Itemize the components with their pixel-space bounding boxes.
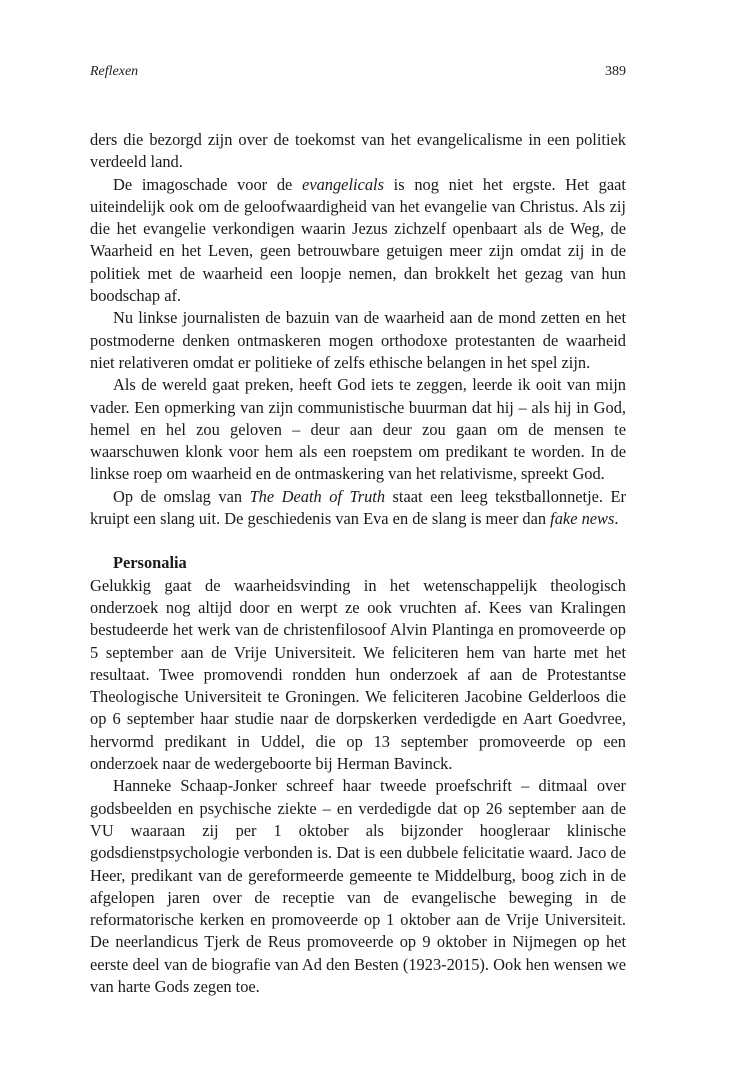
- section-heading: Personalia: [113, 553, 187, 573]
- paragraph: [90, 174, 626, 308]
- text-run: Als de wereld gaat preken, heeft God iets te zeggen, leerde ik ooit van mijn vader. Een opmerking van zijn communistische buurman dat hij – als hij in God, hemel en hel zou geloven – deur aan deur zou gaan om de mensen te waarschuwen klonk voor hem als een roepstem om predikant te worden. In de linkse roep om waarheid en de ontmaskering van het relativisme, spreekt God.: [90, 375, 626, 484]
- paragraph: Hanneke Schaap-Jonker schreef haar tweede proefschrift – ditmaal over godsbeelden en psychische ziekte – en verdedigde dat op 26 september aan de VU waaraan zij per 1 oktober als bijzonder hoogleraar klinische godsdienstpsychologie verbonden is. Dat is een dubbele felicitatie waard. Jaco de Heer, predikant van de gereformeerde gemeente te Middelburg, boog zich in de afgelopen jaren over de receptie van de evangelische beweging in de reformatorische kerken en promoveerde op 1 oktober aan de Vrije Universiteit. De neerlandicus Tjerk de Reus promoveerde op 9 oktober in Nijmegen op het eerste deel van de biografie van Ad den Besten (1923-2015). Ook hen wensen we van harte Gods zegen toe.: [90, 776, 626, 996]
- text-run: De imagoschade voor de: [113, 174, 303, 194]
- paragraph-continuation: [90, 129, 626, 174]
- italic-term: fake news: [550, 509, 615, 529]
- paragraph: [90, 307, 626, 374]
- paragraph: Gelukkig gaat de waarheidsvinding in het wetenschappelijk theologisch onderzoek nog altijd door en werpt ze ook vruchten af. Kees van Kralingen bestudeerde het werk van de christenfilosoof Alvin Plantinga en promoveerde op 5 september aan de Vrije Universiteit. We feliciteren hem van harte met het resultaat. Twee promovendi rondden hun onderzoek af aan de Protestantse Theologische Universiteit te Groningen. We feliciteren Jacobine Gelderloos die op 6 september haar studie naar de dorpskerken verdedigde en Aart Goedvree, hervormd predikant in Uddel, die op 13 september promoveerde op een onderzoek naar de wedergeboorte bij Herman Bavinck.: [90, 575, 626, 774]
- page-number: 389: [605, 64, 626, 79]
- text-run: is nog niet het ergste. Het gaat uiteindelijk ook om de geloofwaardigheid van het evangelie van Christus. Als zij die het evangelie verkondigen waarin Jezus zichzelf openbaart als de Weg, de Waarheid en het Leven, geen betrouwbare getuigen meer zijn omdat zij in de politiek met de waarheid een loopje nemen, dan brokkelt het gezag van hun boodschap af.: [90, 174, 626, 306]
- italic-term: evangelicals: [302, 174, 384, 194]
- text-run: Op de omslag van: [113, 486, 250, 506]
- paragraph: [90, 374, 626, 485]
- italic-book-title: The Death of Truth: [249, 486, 386, 506]
- running-title: Reflexen: [90, 64, 139, 79]
- text-run: Nu linkse journalisten de bazuin van de waarheid aan de mond zetten en het postmoderne denken ontmaskeren mogen orthodoxe protestanten de waarheid niet relativeren omdat er politieke of zelfs ethische belangen in het spel zijn.: [90, 308, 626, 372]
- body-text: [90, 129, 626, 998]
- paragraph: [90, 486, 626, 531]
- text-run: .: [614, 509, 619, 529]
- text-run: ders die bezorgd zijn over de toekomst van het evangelicalisme in een politiek verdeeld land.: [90, 130, 626, 172]
- text-run: staat een leeg tekstballonnetje. Er kruipt een slang uit. De geschiedenis van Eva en de slang is meer dan: [90, 486, 627, 529]
- page-header: [90, 64, 626, 84]
